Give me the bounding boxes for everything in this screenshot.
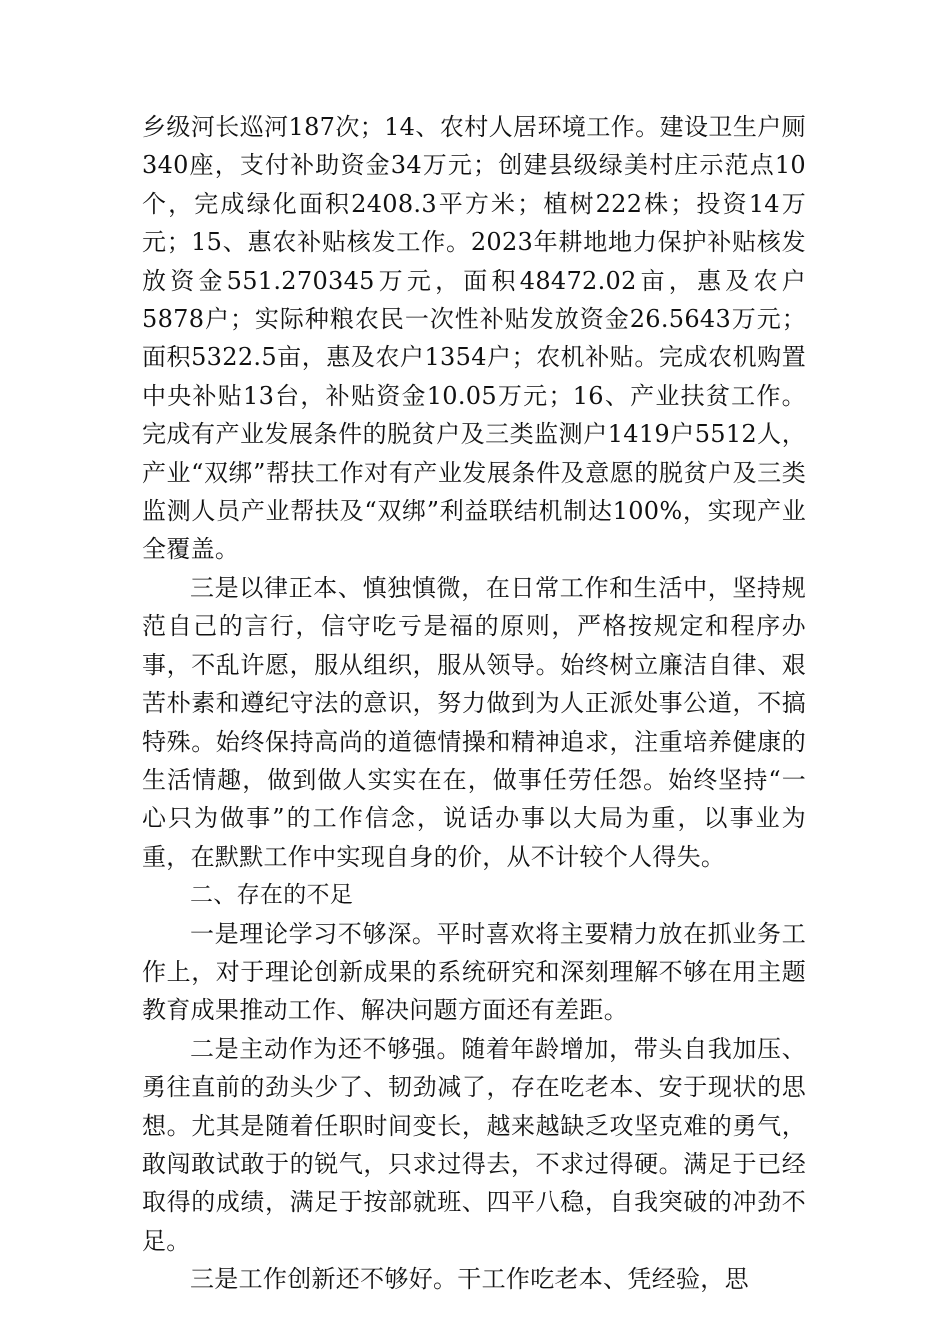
shortcoming-paragraph-innovation: 三是工作创新还不够好。干工作吃老本、凭经验，思 (190, 1265, 749, 1294)
section-heading: 二、存在的不足 (190, 882, 354, 909)
body-paragraph-integrity: 三是以律正本、慎独慎微，在日常工作和生活中，坚持规范自己的言行，信守吃亏是福的原则，严格按规定和程序办事，不乱许愿，服从组织，服从领导。始终树立廉洁自律、艰苦朴素和遵纪守法的意识，努力做到为人正派处事公道，不搞特殊。始终保持高尚的道德情操和精神追求，注重培养健康的生活情趣，做到做人实实在在，做事任劳任怨。始终坚持“一心只为做事”的工作信念，说话办事以大局为重，以事业为重，在默默工作中实现自身的价，从不计较个人得失。 (142, 573, 806, 871)
body-paragraph-achievements: 乡级河长巡河187次；14、农村人居环境工作。建设卫生户厕340座，支付补助资金34万元；创建县级绿美村庄示范点10个，完成绿化面积2408.3平方米；植树222株；投资14万元；15、惠农补贴核发工作。2023年耕地地力保护补贴核发放资金551.270345万元，面积48472.02亩，惠及农户5878户；实际种粮农民一次性补贴发放资金26.5643万元；面积5322.5亩，惠及农户1354户；农机补贴。完成农机购置中央补贴13台，补贴资金10.05万元；16、产业扶贫工作。完成有产业发展条件的脱贫户及三类监测户1419户5512人，产业“双绑”帮扶工作对有产业发展条件及意愿的脱贫户及三类监测人员产业帮扶及“双绑”利益联结机制达100%，实现产业全覆盖。 (142, 113, 806, 564)
shortcoming-paragraph-initiative: 二是主动作为还不够强。随着年龄增加，带头自我加压、勇往直前的劲头少了、韧劲减了，存在吃老本、安于现状的思想。尤其是随着任职时间变长，越来越缺乏攻坚克难的勇气，敢闯敢试敢于的锐气，只求过得去，不求过得硬。满足于已经取得的成绩，满足于按部就班、四平八稳，自我突破的冲劲不足。 (142, 1034, 806, 1255)
shortcoming-paragraph-theory: 一是理论学习不够深。平时喜欢将主要精力放在抓业务工作上，对于理论创新成果的系统研究和深刻理解不够在用主题教育成果推动工作、解决问题方面还有差距。 (142, 919, 806, 1025)
document-page (142, 108, 806, 1299)
